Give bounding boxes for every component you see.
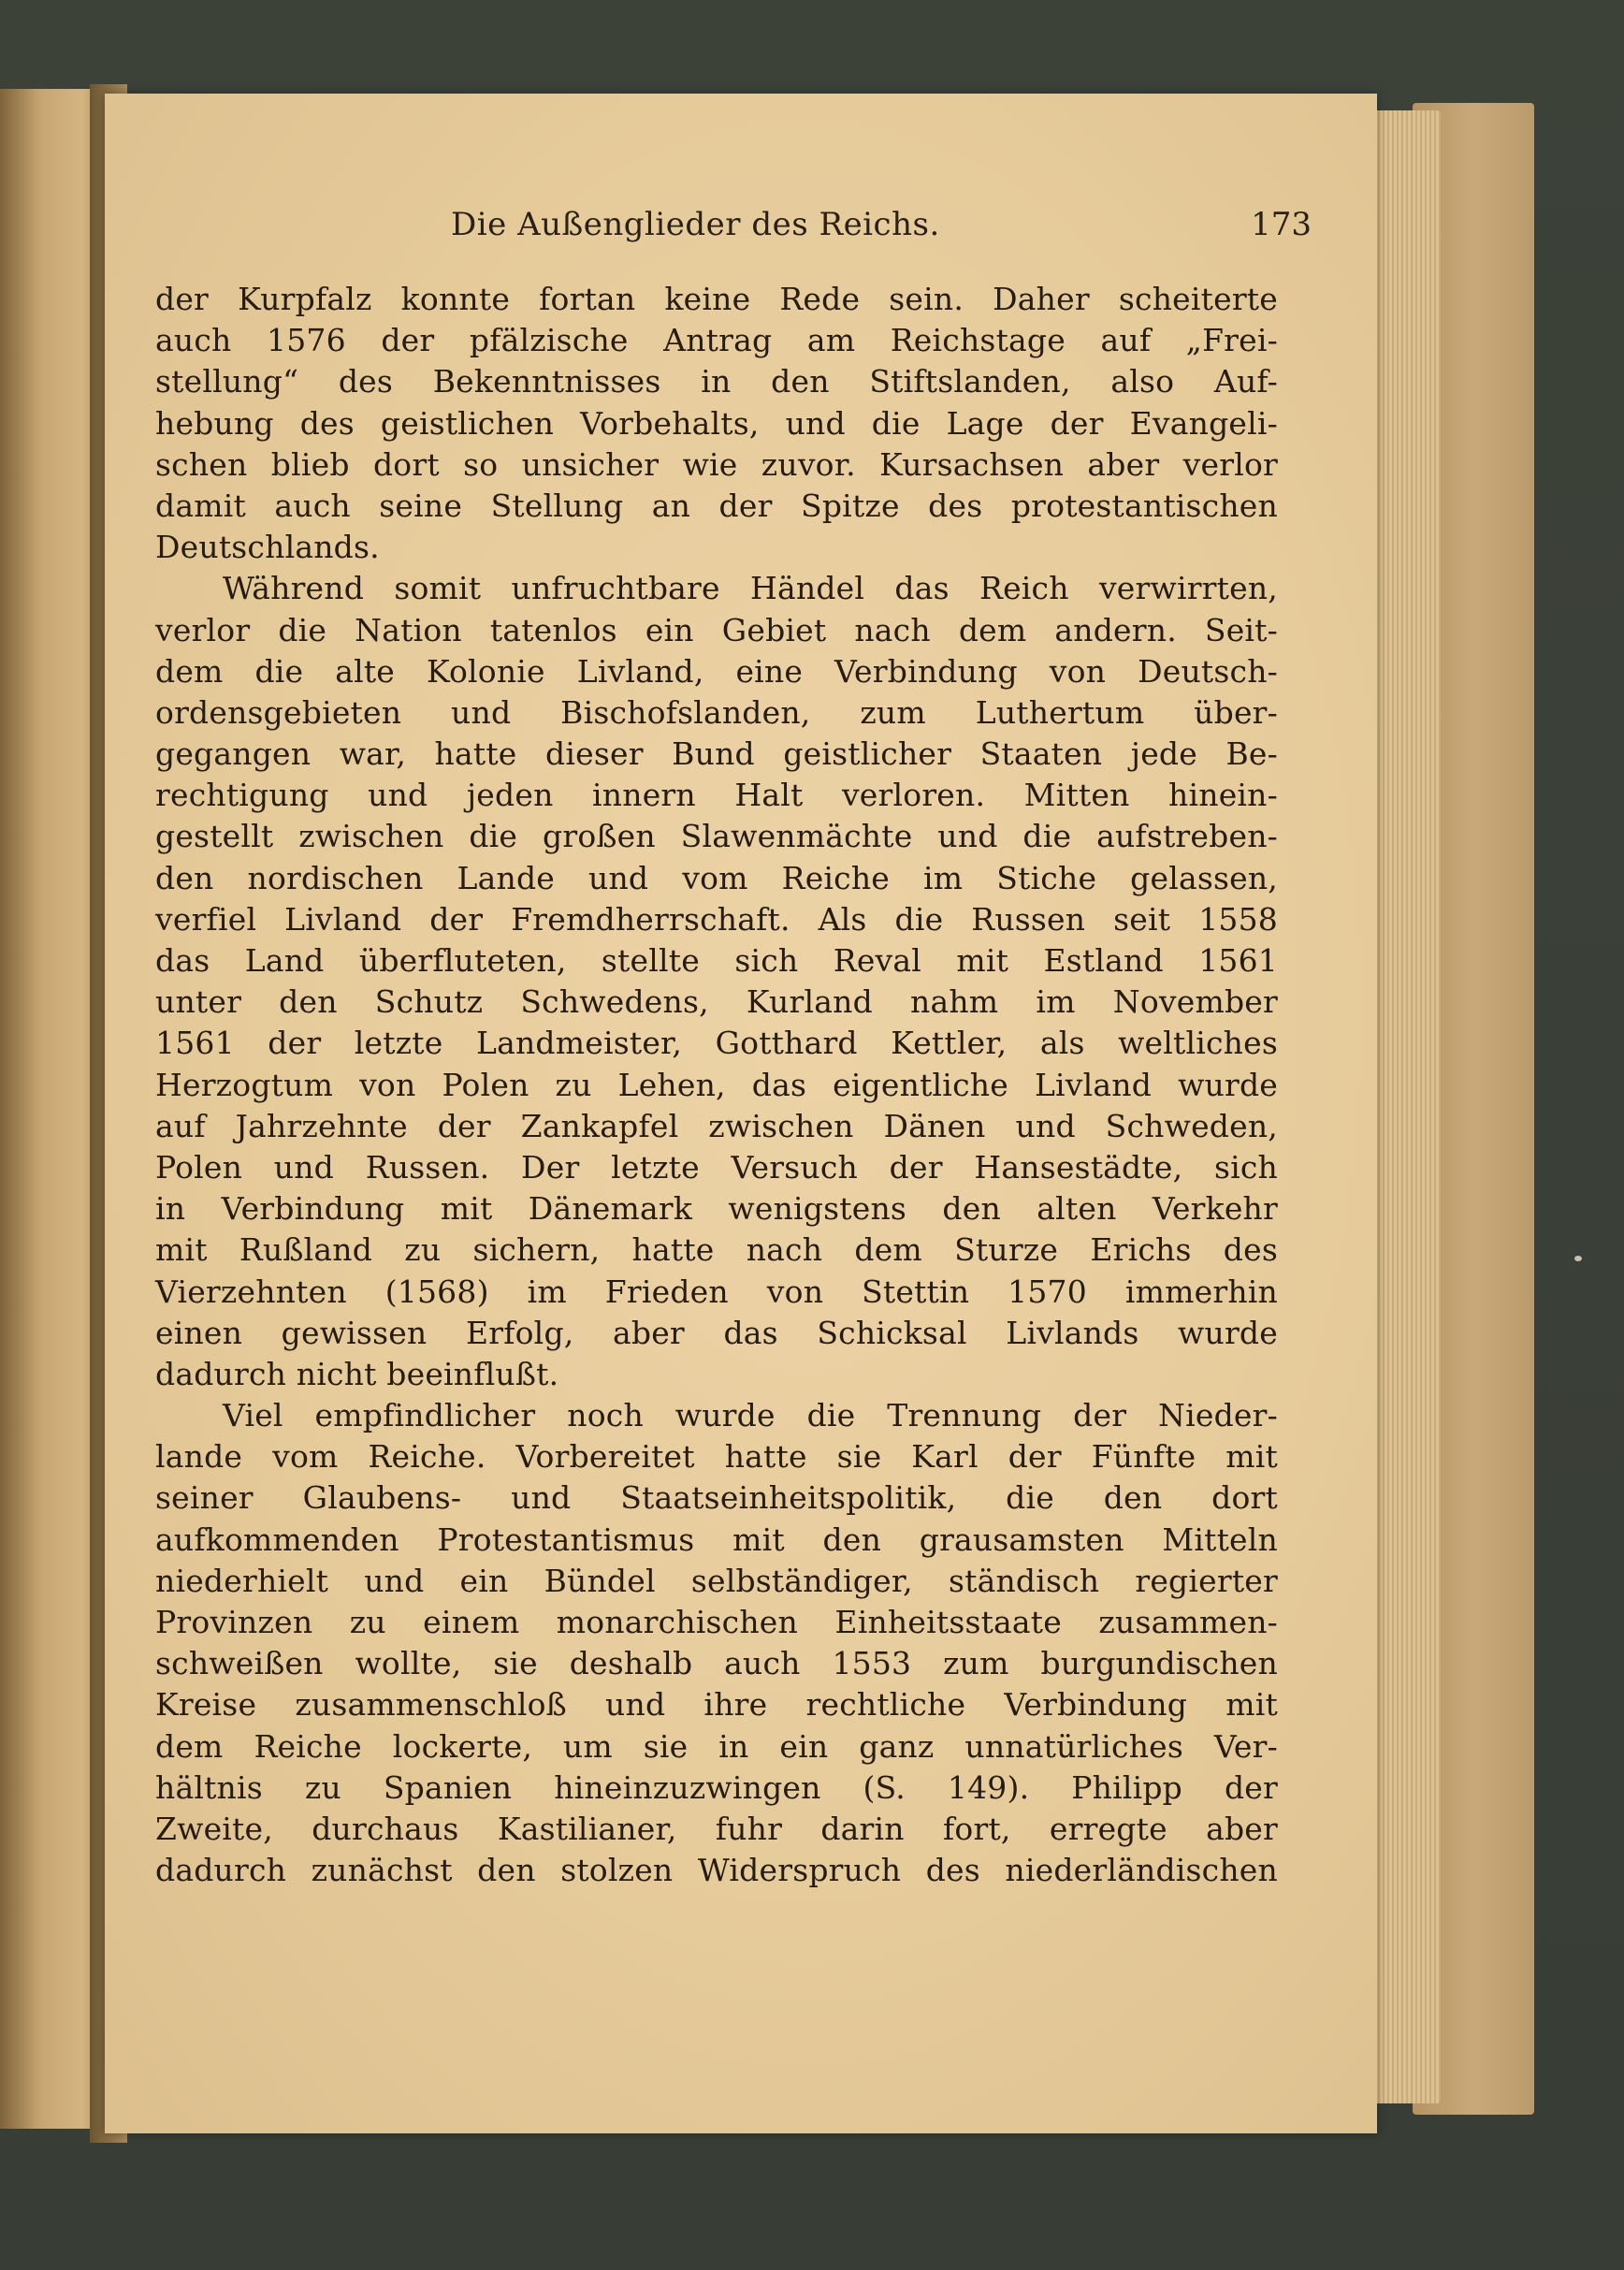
text-line: seiner Glaubens- und Staatseinheitspolitik, die den dort <box>155 1479 1278 1517</box>
text-line: dem die alte Kolonie Livland, eine Verbindung von Deutsch- <box>155 652 1278 690</box>
text-line: Provinzen zu einem monarchischen Einheitsstaate zusammen- <box>155 1604 1278 1640</box>
text-line: Deutschlands. <box>155 529 380 566</box>
text-line: 1561 der letzte Landmeister, Gotthard Kettler, als weltliches <box>155 1025 1278 1062</box>
text-line: rechtigung und jeden innern Halt verloren. Mitten hinein- <box>155 777 1278 814</box>
text-line: Kreise zusammenschloß und ihre rechtliche Verbindung mit <box>155 1686 1278 1724</box>
text-line: dem Reiche lockerte, um sie in ein ganz unnatürliches Ver- <box>155 1727 1278 1765</box>
text-line: unter den Schutz Schwedens, Kurland nahm im November <box>155 983 1278 1021</box>
text-line: damit auch seine Stellung an der Spitze des protestantischen <box>155 487 1278 524</box>
text-line: der Kurpfalz konnte fortan keine Rede sein. Daher scheiterte <box>155 281 1278 317</box>
text-line: Zweite, durchaus Kastilianer, fuhr darin fort, erregte aber <box>155 1810 1278 1847</box>
text-line: das Land überfluteten, stellte sich Reval mit Estland 1561 <box>155 942 1278 979</box>
text-line: in Verbindung mit Dänemark wenigstens den alten Verkehr <box>155 1190 1278 1228</box>
text-line: gegangen war, hatte dieser Bund geistlicher Staaten jede Be- <box>155 735 1278 773</box>
text-line: den nordischen Lande und vom Reiche im Stiche gelassen, <box>155 859 1278 896</box>
text-line: dadurch zunächst den stolzen Widerspruch des niederländischen <box>155 1852 1278 1889</box>
text-line: Während somit unfruchtbare Händel das Reich verwirrten, <box>223 570 1278 607</box>
text-line: niederhielt und ein Bündel selbständiger, ständisch regierter <box>155 1562 1278 1599</box>
text-line: Polen und Russen. Der letzte Versuch der Hansestädte, sich <box>155 1148 1278 1186</box>
text-line: mit Rußland zu sichern, hatte nach dem Sturze Erichs des <box>155 1231 1278 1269</box>
running-head: Die Außenglieder des Reichs. <box>451 206 940 243</box>
text-line: Viel empfindlicher noch wurde die Trennung der Nieder- <box>223 1397 1278 1434</box>
text-line: auch 1576 der pfälzische Antrag am Reichstage auf „Frei- <box>155 322 1278 359</box>
body-text <box>155 279 1278 1891</box>
text-line: gestellt zwischen die großen Slawenmächte und die aufstreben- <box>155 818 1278 855</box>
text-line: verlor die Nation tatenlos ein Gebiet nach dem andern. Seit- <box>155 611 1278 648</box>
text-line: Herzogtum von Polen zu Lehen, das eigentliche Livland wurde <box>155 1066 1278 1103</box>
text-line: Vierzehnten (1568) im Frieden von Stettin 1570 immerhin <box>155 1273 1278 1310</box>
book-page <box>105 94 1377 2133</box>
text-line: verfiel Livland der Fremdherrschaft. Als die Russen seit 1558 <box>155 900 1278 938</box>
text-line: aufkommenden Protestantismus mit den grausamsten Mitteln <box>155 1521 1278 1558</box>
text-line: ordensgebieten und Bischofslanden, zum Luthertum über- <box>155 693 1278 731</box>
text-line: schen blieb dort so unsicher wie zuvor. Kursachsen aber verlor <box>155 445 1278 483</box>
page-header <box>451 206 1312 258</box>
text-line: einen gewissen Erfolg, aber das Schicksal Livlands wurde <box>155 1314 1278 1351</box>
text-line: hältnis zu Spanien hineinzuzwingen (S. 149). Philipp der <box>155 1768 1278 1806</box>
text-line: hebung des geistlichen Vorbehalts, und die Lage der Evangeli- <box>155 404 1278 442</box>
text-line: dadurch nicht beeinflußt. <box>155 1355 559 1392</box>
page-number: 173 <box>1251 206 1312 243</box>
dust-speck <box>1574 1256 1582 1261</box>
text-line: auf Jahrzehnte der Zankapfel zwischen Dänen und Schweden, <box>155 1107 1278 1144</box>
text-line: lande vom Reiche. Vorbereitet hatte sie Karl der Fünfte mit <box>155 1438 1278 1476</box>
text-line: stellung“ des Bekenntnisses in den Stiftslanden, also Auf- <box>155 363 1278 400</box>
text-line: schweißen wollte, sie deshalb auch 1553 zum burgundischen <box>155 1645 1278 1682</box>
facing-page-shadow <box>0 89 37 2129</box>
